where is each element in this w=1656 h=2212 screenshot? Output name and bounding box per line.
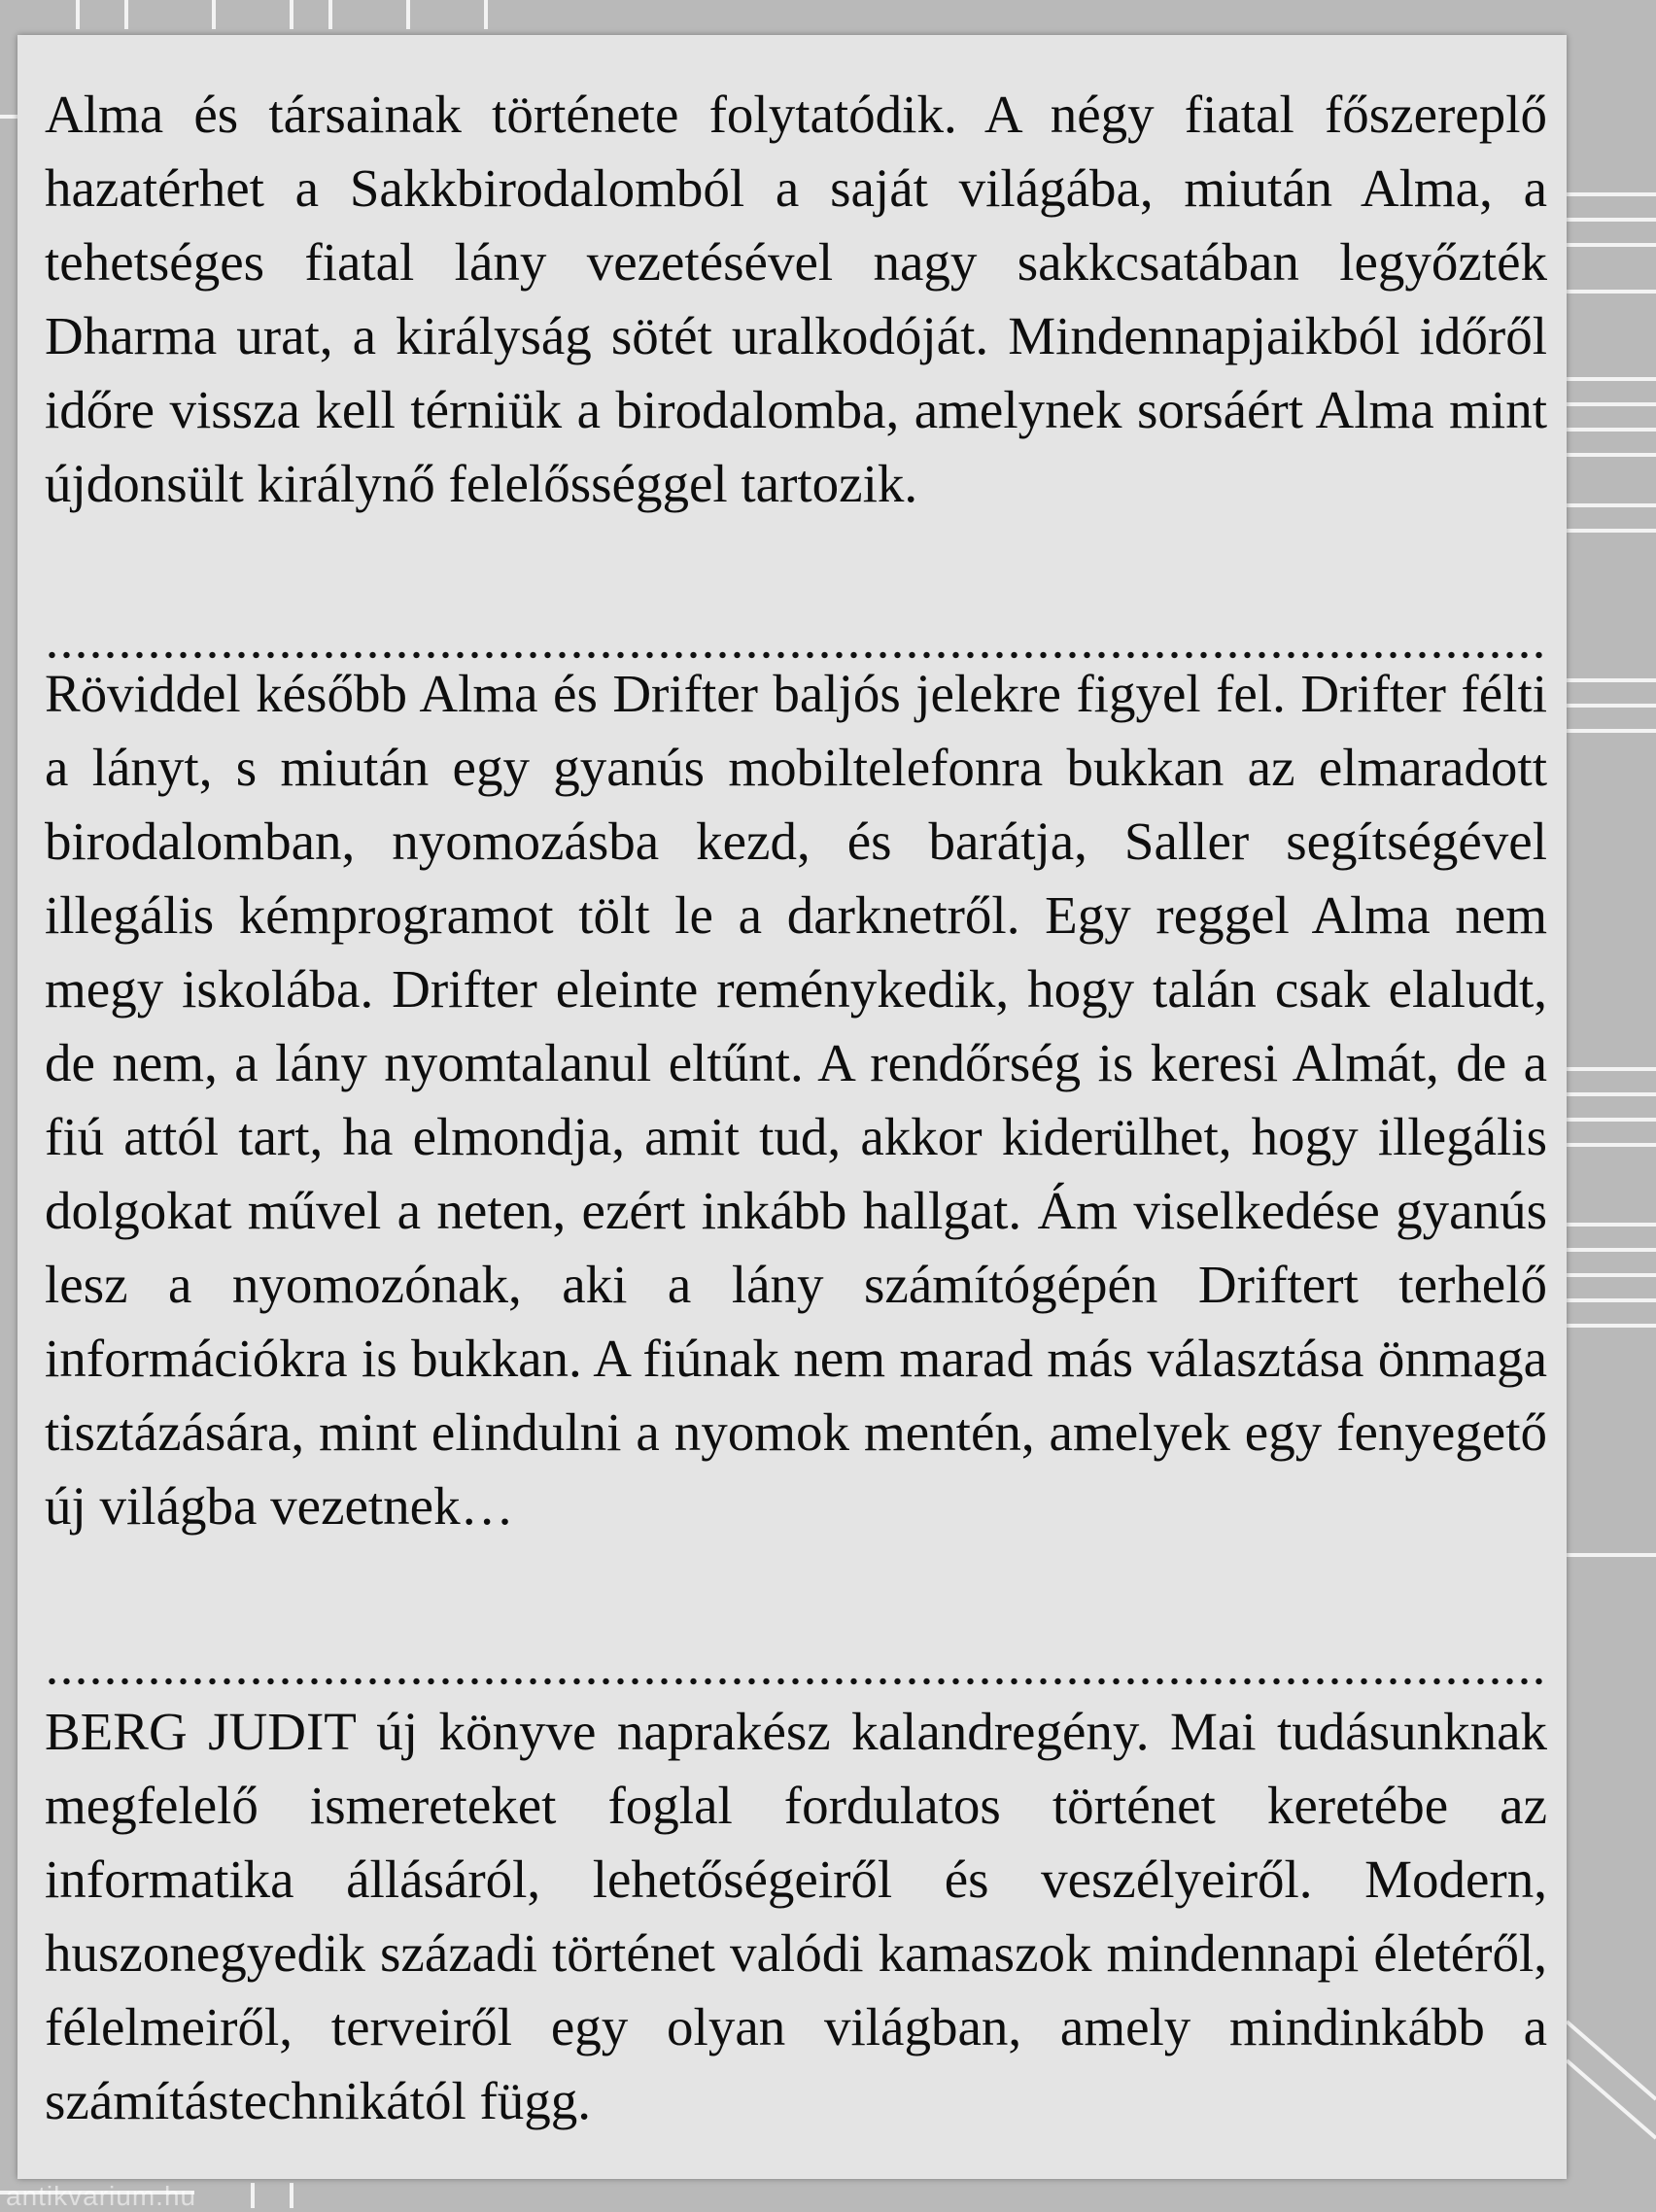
blurb-paragraph-3: BERG JUDIT új könyve naprakész kalandregény. Mai tudásunknak megfelelő ismereteket foglal fordulatos történet keretébe az informatika állásáról, lehetőségeiről és veszélyeiről. Modern, huszonegyedik századi történet valódi kamaszok mindennapi életéről, félelmeiről, terveiről egy olyan világban, amely mindinkább a számítástechnikától függ. (45, 1702, 1547, 2130)
blurb-paragraph-2: Röviddel később Alma és Drifter baljós jelekre figyel fel. Drifter félti a lányt, s miután egy gyanús mobiltelefonra bukkan az elmaradott birodalomban, nyomozásba kezd, és barátja, Saller segítségével illegális kémprogramot tölt le a darknetről. Egy reggel Alma nem megy iskolába. Drifter eleinte reménykedik, hogy talán csak elaludt, de nem, a lány nyomtalanul eltűnt. A rendőrség is keresi Almát, de a fiú attól tart, ha elmondja, amit tud, akkor kiderülhet, hogy illegális dolgokat művel a neten, ezért inkább hallgat. Ám viselkedése gyanús lesz a nyomozónak, aki a lány számítógépén Driftert terhelő információkra is bukkan. A fiúnak nem marad más választása önmaga tisztázására, mint elindulni a nyomok mentén, amelyek egy fenyegető új világba vezetnek… (45, 664, 1547, 1536)
watermark: antikvarium.hu (6, 2181, 197, 2211)
book-blurb-card (17, 35, 1567, 2179)
dotted-divider (45, 1677, 1547, 1685)
blurb-paragraph-1: Alma és társainak története folytatódik. A négy fiatal főszereplő hazatérhet a Sakkbirodalomból a saját világába, miután Alma, a tehetséges fiatal lány vezetésével nagy sakkcsatában legyőzték Dharma urat, a királyság sötét uralkodóját. Mindennapjaikból időről időre vissza kell térniük a birodalomba, amelynek sorsáért Alma mint újdonsült királynő felelősséggel tartozik. (45, 85, 1547, 513)
